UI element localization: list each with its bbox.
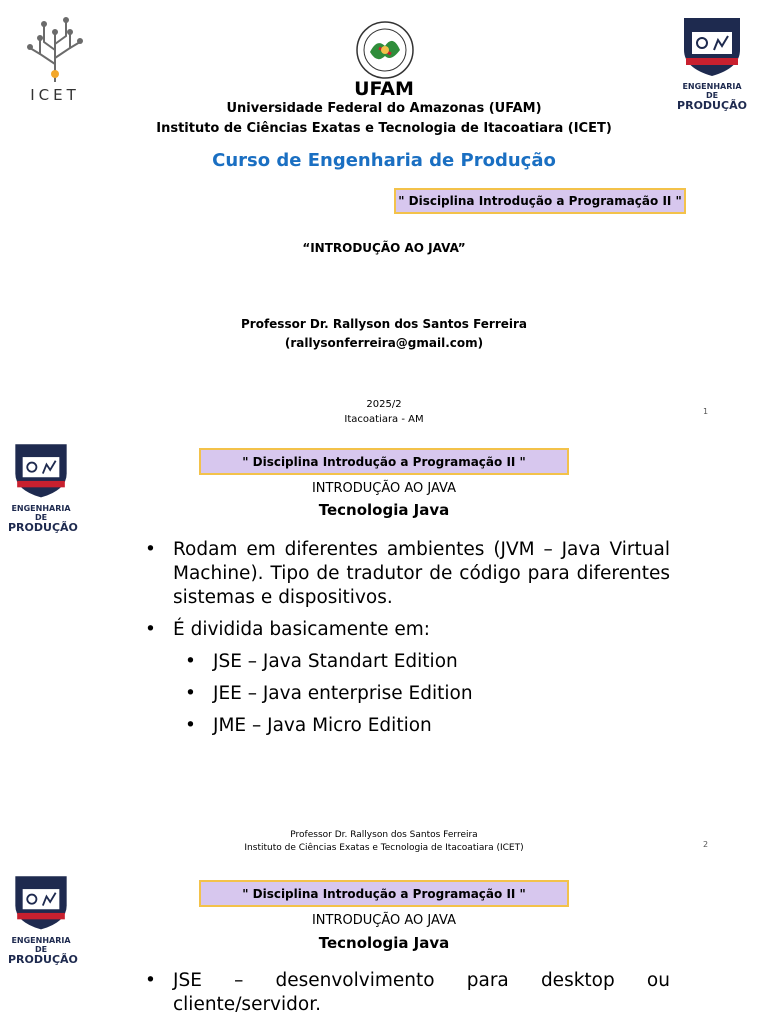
institute-name: Instituto de Ciências Exatas e Tecnologia de Itacoatiara (ICET) <box>156 121 612 136</box>
bullet-text: JSE – Java Standart Edition <box>213 651 458 672</box>
university-acronym: UFAM <box>354 78 414 100</box>
bullet-text: JME – Java Micro Edition <box>213 715 432 736</box>
discipline-banner: " Disciplina Introdução a Programação II " <box>199 448 569 475</box>
circuit-tree-icon <box>22 14 88 84</box>
list-item <box>145 969 670 1017</box>
discipline-banner: " Disciplina Introdução a Programação II " <box>394 188 686 214</box>
bullet-word: desktop <box>540 970 615 991</box>
list-item <box>145 650 670 674</box>
engenharia-logo-line2: PRODUÇÃO <box>8 521 78 534</box>
bullet-icon: • <box>145 970 156 991</box>
bullet-list <box>145 969 670 1025</box>
footer-professor: Professor Dr. Rallyson dos Santos Ferreira <box>290 830 478 840</box>
icet-logo-text: ICET <box>30 86 80 104</box>
list-item <box>145 538 670 610</box>
slide-subtitle: INTRODUÇÃO AO JAVA <box>311 913 457 928</box>
location: Itacoatiara - AM <box>344 414 424 425</box>
engenharia-logo-line1: ENGENHARIA DE <box>11 504 71 522</box>
bullet-text: É dividida basicamente em: <box>173 619 431 640</box>
list-item <box>145 618 670 642</box>
professor-name: Professor Dr. Rallyson dos Santos Ferreira <box>240 317 528 331</box>
bullet-icon: • <box>145 539 156 560</box>
list-item <box>145 682 670 706</box>
bullet-word: para <box>466 970 509 991</box>
shield-icon <box>676 12 748 78</box>
ufam-seal-icon <box>355 20 415 80</box>
semester: 2025/2 <box>366 399 402 410</box>
slide-subtitle: INTRODUÇÃO AO JAVA <box>311 481 457 496</box>
page-number: 1 <box>703 407 709 416</box>
list-item <box>145 714 670 738</box>
engenharia-logo-line1: ENGENHARIA DE <box>682 82 742 100</box>
bullet-text-line1 <box>173 969 670 993</box>
engenharia-logo-line2: PRODUÇÃO <box>677 99 747 112</box>
bullet-icon: • <box>185 683 196 704</box>
bullet-word: ou <box>646 970 670 991</box>
bullet-text: JEE – Java enterprise Edition <box>213 683 473 704</box>
bullet-word: JSE <box>173 970 202 991</box>
bullet-icon: • <box>185 651 196 672</box>
footer-institute: Instituto de Ciências Exatas e Tecnologia de Itacoatiara (ICET) <box>244 843 524 853</box>
bullet-icon: • <box>185 715 196 736</box>
university-name: Universidade Federal do Amazonas (UFAM) <box>226 101 542 116</box>
professor-email: (rallysonferreira@gmail.com) <box>284 336 484 350</box>
bullet-list <box>145 538 670 746</box>
bullet-word: desenvolvimento <box>275 970 435 991</box>
discipline-banner: " Disciplina Introdução a Programação II " <box>199 880 569 907</box>
course-title: Curso de Engenharia de Produção <box>212 150 556 171</box>
engenharia-logo-line2: PRODUÇÃO <box>8 953 78 966</box>
bullet-text-line2: cliente/servidor. <box>173 994 321 1015</box>
slide-title: Tecnologia Java <box>318 934 450 952</box>
bullet-text: Rodam em diferentes ambientes (JVM – Java Virtual Machine). Tipo de tradutor de código para diferentes sistemas e dispositivos. <box>173 539 670 608</box>
bullet-word: – <box>234 970 244 991</box>
engenharia-logo-line1: ENGENHARIA DE <box>11 936 71 954</box>
lecture-title: “INTRODUÇÃO AO JAVA” <box>302 241 466 255</box>
slide-title: Tecnologia Java <box>318 501 450 519</box>
bullet-icon: • <box>145 619 156 640</box>
page-number: 2 <box>703 840 709 849</box>
ufam-seal <box>355 20 415 84</box>
